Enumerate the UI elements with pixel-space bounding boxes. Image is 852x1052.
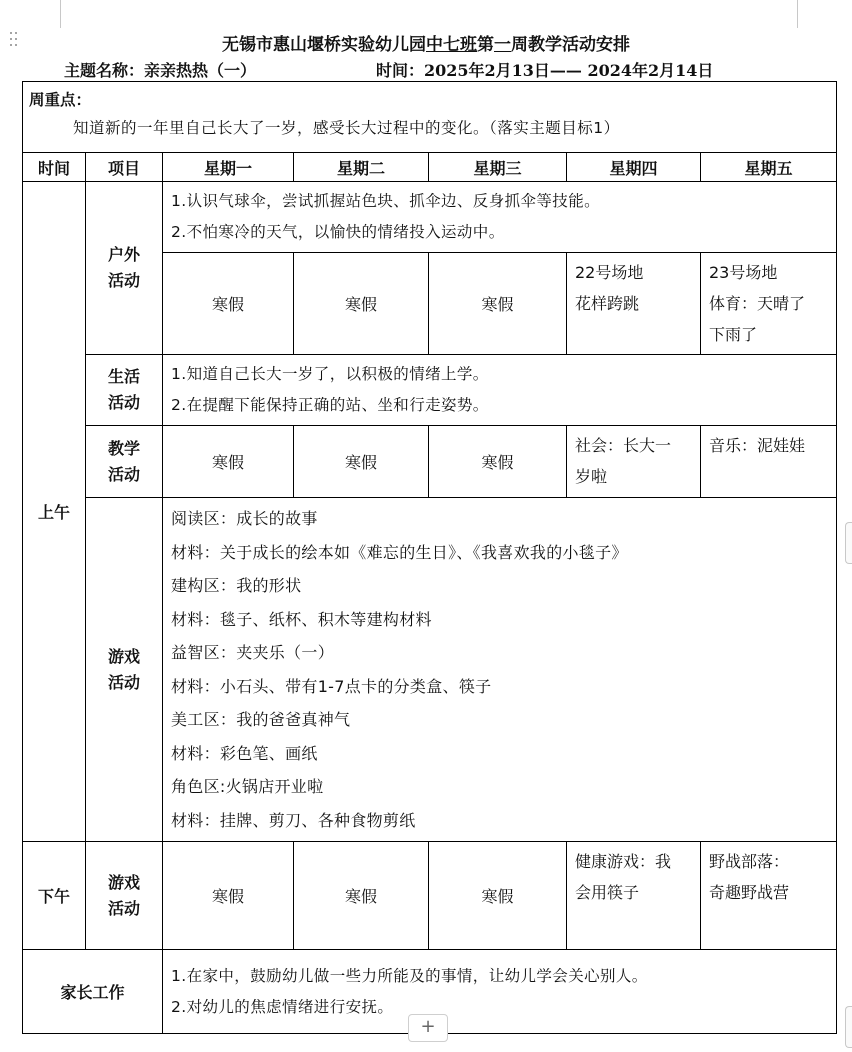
game-line: 美工区：我的爸爸真神气 [171, 710, 351, 729]
item-teaching: 教学 活动 [86, 426, 163, 498]
header-tuesday: 星期二 [294, 153, 429, 182]
game-line: 材料：彩色笔、画纸 [171, 743, 318, 763]
page-corner-mark-right [797, 0, 820, 28]
week-focus-text: 知道新的一年里自己长大了一岁，感受长大过程中的变化。（落实主题目标1） [73, 119, 620, 137]
header-row [23, 153, 837, 182]
outdoor-friday: 23号场地 体育：天晴了 下雨了 [701, 253, 837, 355]
teaching-monday: 寒假 [163, 426, 294, 498]
outdoor-goal-1: 1.认识气球伞，尝试抓握站色块、抓伞边、反身抓伞等技能。 [171, 192, 600, 210]
week-focus [23, 82, 837, 153]
life-goals [163, 355, 837, 426]
teaching-thursday: 社会：长大一 岁啦 [567, 426, 701, 498]
side-scroll-tab-bottom[interactable] [845, 1006, 852, 1048]
parent-work-2: 2.对幼儿的焦虑情绪进行安抚。 [171, 997, 394, 1016]
item-outdoor: 户外 活动 [86, 182, 163, 355]
page-corner-mark-left [38, 0, 61, 28]
header-thursday: 星期四 [567, 153, 701, 182]
afternoon-friday: 野战部落： 奇趣野战营 [701, 842, 837, 950]
header-monday: 星期一 [163, 153, 294, 182]
title-week: 一 [494, 35, 511, 55]
outdoor-goal-2: 2.不怕寒冷的天气，以愉快的情绪投入运动中。 [171, 223, 505, 241]
add-page-button[interactable] [408, 1014, 448, 1042]
outdoor-goals [163, 182, 837, 253]
side-scroll-tab[interactable] [845, 522, 852, 564]
outdoor-monday: 寒假 [163, 253, 294, 355]
outdoor-thursday: 22号场地 花样跨跳 [567, 253, 701, 355]
teaching-friday: 音乐：泥娃娃 [701, 426, 837, 498]
header-item: 项目 [86, 153, 163, 182]
parent-work [163, 950, 837, 1034]
game-line: 材料：关于成长的绘本如《难忘的生日》、《我喜欢我的小毯子》 [171, 542, 628, 562]
week-focus-label: 周重点： [29, 91, 92, 109]
parent-work-1: 1.在家中，鼓励幼儿做一些力所能及的事情，让幼儿学会关心别人。 [171, 966, 648, 985]
game-line: 建构区：我的形状 [171, 576, 302, 595]
game-line: 材料：挂牌、剪刀、各种食物剪纸 [171, 810, 416, 830]
game-areas [163, 498, 837, 842]
game-line: 阅读区：成长的故事 [171, 509, 318, 528]
game-line: 益智区：夹夹乐（一） [171, 643, 335, 662]
afternoon-monday: 寒假 [163, 842, 294, 950]
afternoon-tuesday: 寒假 [294, 842, 429, 950]
time-afternoon: 下午 [23, 842, 86, 950]
afternoon-thursday: 健康游戏：我 会用筷子 [567, 842, 701, 950]
parent-work-label: 家长工作 [23, 950, 163, 1034]
afternoon-wednesday: 寒假 [429, 842, 567, 950]
game-line: 材料：毯子、纸杯、积木等建构材料 [171, 609, 432, 629]
title-class: 中七班 [426, 35, 477, 55]
theme-name: 主题名称：亲亲热热（一） [64, 61, 257, 80]
plus-icon: + [420, 1016, 436, 1037]
item-game-morning: 游戏 活动 [86, 498, 163, 842]
header-time: 时间 [23, 153, 86, 182]
life-goal-1: 1.知道自己长大一岁了，以积极的情绪上学。 [171, 365, 489, 383]
outdoor-tuesday: 寒假 [294, 253, 429, 355]
life-goal-2: 2.在提醒下能保持正确的站、坐和行走姿势。 [171, 396, 489, 414]
teaching-wednesday: 寒假 [429, 426, 567, 498]
outdoor-wednesday: 寒假 [429, 253, 567, 355]
header-wednesday: 星期三 [429, 153, 567, 182]
page-title: 无锡市惠山堰桥实验幼儿园中七班第一周教学活动安排 [222, 35, 630, 55]
time-morning: 上午 [23, 182, 86, 842]
item-life: 生活 活动 [86, 355, 163, 426]
item-game-afternoon: 游戏 活动 [86, 842, 163, 950]
game-line: 角色区:火锅店开业啦 [171, 777, 324, 796]
game-line: 材料：小石头、带有1-7点卡的分类盒、筷子 [171, 676, 492, 696]
teaching-tuesday: 寒假 [294, 426, 429, 498]
date-range: 时间：2025年2月13日—— 2024年2月14日 [376, 61, 714, 80]
header-friday: 星期五 [701, 153, 837, 182]
weekly-plan-table [22, 81, 837, 1034]
